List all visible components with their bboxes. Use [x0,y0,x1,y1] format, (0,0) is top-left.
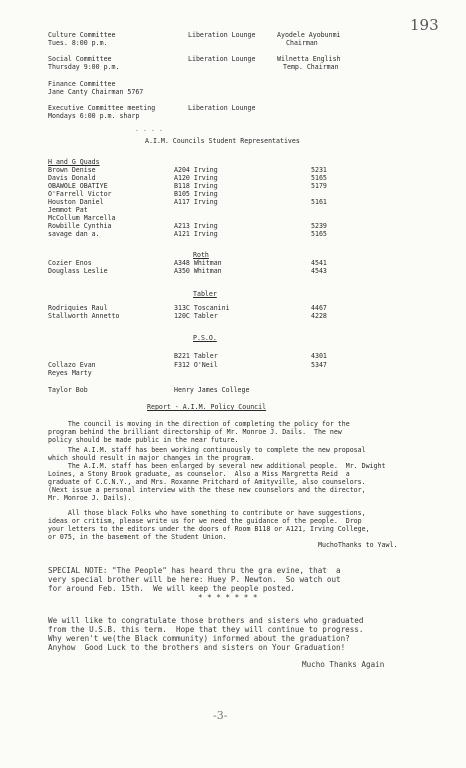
culture-committee-chair-title: Chairman [286,39,318,47]
rep-room: A120 Irving [174,174,218,182]
rep-name: Jemmot Pat [48,206,88,214]
culture-committee-location: Liberation Lounge [188,31,256,39]
social-committee-chair-title: Temp. Chairman [283,63,339,71]
finance-committee-chair: Jane Canty Chairman 5767 [48,88,144,96]
rep-phone: 4467 [311,304,327,312]
page-number: -3- [213,709,228,722]
social-committee-time: Thursday 9:00 p.m. [48,63,120,71]
rep-room: B118 Irving [174,182,218,190]
tabler-heading: Tabler [193,290,217,298]
special-note: SPECIAL NOTE: "The People" has heard thru the gra evine, that a very special brother will be here: Huey P. Newton. So watch out for around Feb. 15th. We will keep the people posted. [48,566,341,593]
rep-room: A117 Irving [174,198,218,206]
pso-heading: P.S.O. [193,334,217,342]
executive-committee-location: Liberation Lounge [188,104,256,112]
rep-name: Rowbille Cynthia [48,222,112,230]
hg-quads-heading: H and G Quads [48,158,100,166]
rep-name: OBAWOLE OBATIYE [48,182,108,190]
rep-phone: 5161 [311,198,327,206]
culture-committee-chair: Ayodele Ayobunmi [277,31,341,39]
rep-name: O'Farrell Victor [48,190,112,198]
rep-room: 313C Toscanini [174,304,230,312]
social-committee-chair: Wilnetta English [277,55,341,63]
thanks-again-line: Mucho Thanks Again [302,660,385,669]
report-title: Report - A.I.M. Policy Council [147,403,267,411]
report-paragraph: The A.I.M. staff has been enlarged by several new additional people. Mr. Dwight Loines, a Stony Brook graduate, as counselor. Also a Miss Margretta Reid a graduate of C.C.N.Y., and Mrs. Roxanne Pritchard of Amityville, also counselors. (Next issue a personal interview with the these new counselors and the director, Mr. Monroe J. Dails). [48,462,386,503]
rep-name: McCollum Marcella [48,214,116,222]
rep-room: A348 Whitman [174,259,222,267]
rep-phone: 4541 [311,259,327,267]
rep-name: Stallworth Annetto [48,312,120,320]
rep-phone: 5179 [311,182,327,190]
finance-committee-name: Finance Committee [48,80,116,88]
rep-room: 120C Tabler [174,312,218,320]
rep-phone: 4301 [311,352,327,360]
culture-committee-name: Culture Committee [48,31,116,39]
report-paragraph: The A.I.M. staff has been working continuously to complete the new proposal which should result in major changes in the program. [48,446,366,463]
rep-name: Douglass Leslie [48,267,108,275]
rep-name: Houston Daniel [48,198,104,206]
rep-name: Rodriquies Raul [48,304,108,312]
executive-committee-time: Mondays 6:00 p.m. sharp [48,112,140,120]
report-paragraph: The council is moving in the direction of completing the policy for the program behind the brilliant directorship of Mr. Monroe J. Dails. The new policy should be made public in the near future. [48,420,350,445]
thanks-line: MuchoThanks to Yawl. [318,541,398,549]
culture-committee-time: Tues. 8:00 p.m. [48,39,108,47]
rep-phone: 5165 [311,230,327,238]
rep-room: B105 Irving [174,190,218,198]
rep-room: B221 Tabler [174,352,218,360]
councils-section-title: A.I.M. Councils Student Representatives [145,137,300,145]
executive-committee-name: Executive Committee meeting [48,104,156,112]
rep-name: Davis Donald [48,174,96,182]
social-committee-location: Liberation Lounge [188,55,256,63]
rep-room: A121 Irving [174,230,218,238]
rep-phone: 5347 [311,361,327,369]
rep-phone: 4228 [311,312,327,320]
rep-name: Cozier Enos [48,259,92,267]
rep-name: Reyes Marty [48,369,92,377]
rep-name: Taylor Bob [48,386,88,394]
rep-name: Brown Denise [48,166,96,174]
rep-college: Henry James College [174,386,250,394]
handwritten-page-mark: 193 [410,16,439,34]
star-divider: * * * * * * * [198,593,258,602]
rep-phone: 5239 [311,222,327,230]
congratulations-paragraph: We will like to congratulate those brothers and sisters who graduated from the U.S.B. this term. Hope that they will continue to progress. Why weren't we(the Black community) informed about the graduation? Anyhow Good Luck to the brothers and sisters on Your Graduation! [48,616,364,652]
rep-room: A204 Irving [174,166,218,174]
rep-room: A213 Irving [174,222,218,230]
rep-phone: 5231 [311,166,327,174]
rep-name: Collazo Evan [48,361,96,369]
rep-phone: 4543 [311,267,327,275]
social-committee-name: Social Committee [48,55,112,63]
dot-marks: . . . . [135,125,163,133]
report-paragraph: All those black Folks who have something to contribute or have suggestions, ideas or critism, please write us for we need the guidance of the people. Drop your letters to the editors under the doors of Room B118 or A121, Irving College, or 075, in the basement of the Student Union. [48,509,370,542]
rep-room: F312 O'Neil [174,361,218,369]
rep-name: savage dan a. [48,230,100,238]
roth-heading: Roth [193,251,209,259]
rep-room: A350 Whitman [174,267,222,275]
rep-phone: 5165 [311,174,327,182]
